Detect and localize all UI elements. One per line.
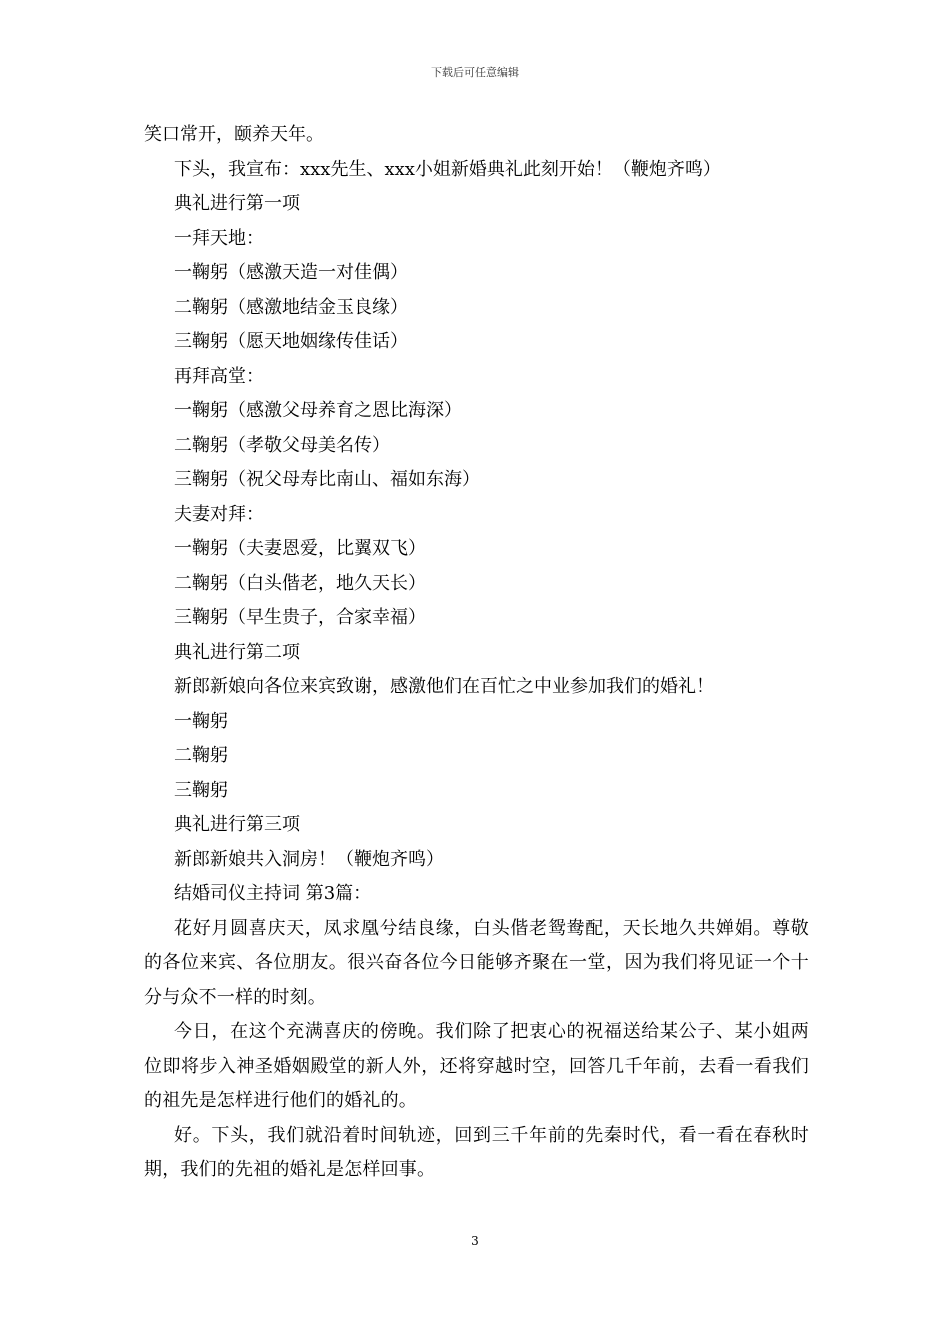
section-heading: 典礼进行第三项 [174, 814, 300, 835]
text-line: 二鞠躬（孝敬父母美名传） [174, 434, 390, 456]
text-line: 三鞠躬 [174, 779, 228, 801]
text-line: 夫妻对拜： [174, 503, 264, 525]
text-line: 一鞠躬（感激父母养育之恩比海深） [174, 400, 462, 421]
body-paragraph: 花好月圆喜庆天，凤求凰兮结良缘，白头偕老鸳鸯配，天长地久共婵娟。尊敬的各位来宾、各位朋友。很兴奋各位今日能够齐聚在一堂，因为我们将见证一个十分与众不一样的时刻。 [144, 917, 809, 1008]
text-line: 下头，我宣布：xxx先生、xxx小姐新婚典礼此刻开始！（鞭炮齐鸣） [174, 158, 721, 180]
text-line: 一鞠躬（夫妻恩爱，比翼双飞） [174, 538, 426, 559]
text-line: 笑口常开，颐养天年。 [144, 124, 324, 145]
body-paragraph: 今日，在这个充满喜庆的傍晚。我们除了把衷心的祝福送给某公子、某小姐两位即将步入神圣婚姻殿堂的新人外，还将穿越时空，回答几千年前，去看一看我们的祖先是怎样进行他们的婚礼的。 [144, 1021, 809, 1111]
text-line: 三鞠躬（祝父母寿比南山、福如东海） [174, 469, 480, 490]
text-line: 一鞠躬 [174, 710, 228, 732]
article-title: 结婚司仪主持词 第3篇： [174, 883, 372, 904]
text-line: 一拜天地： [174, 227, 264, 249]
body-paragraph: 好。下头，我们就沿着时间轨迹，回到三千年前的先秦时代，看一看在春秋时期，我们的先祖的婚礼是怎样回事。 [144, 1124, 809, 1180]
text-line: 一鞠躬（感激天造一对佳偶） [174, 262, 408, 283]
text-line: 新郎新娘向各位来宾致谢，感激他们在百忙之中业参加我们的婚礼！ [174, 676, 714, 697]
text-line: 三鞠躬（早生贵子，合家幸福） [174, 607, 426, 628]
page-number: 3 [471, 1234, 479, 1248]
section-heading: 典礼进行第二项 [174, 641, 300, 663]
text-line: 二鞠躬（白头偕老，地久天长） [174, 572, 426, 594]
text-line: 三鞠躬（愿天地姻缘传佳话） [174, 331, 408, 352]
document-body [144, 118, 809, 1188]
text-line: 新郎新娘共入洞房！（鞭炮齐鸣） [174, 848, 444, 870]
page-header: 下载后可任意编辑 [431, 66, 519, 79]
text-line: 二鞠躬 [174, 745, 228, 766]
text-line: 二鞠躬（感激地结金玉良缘） [174, 296, 408, 318]
text-line: 再拜高堂： [174, 365, 264, 387]
section-heading: 典礼进行第一项 [174, 193, 300, 214]
